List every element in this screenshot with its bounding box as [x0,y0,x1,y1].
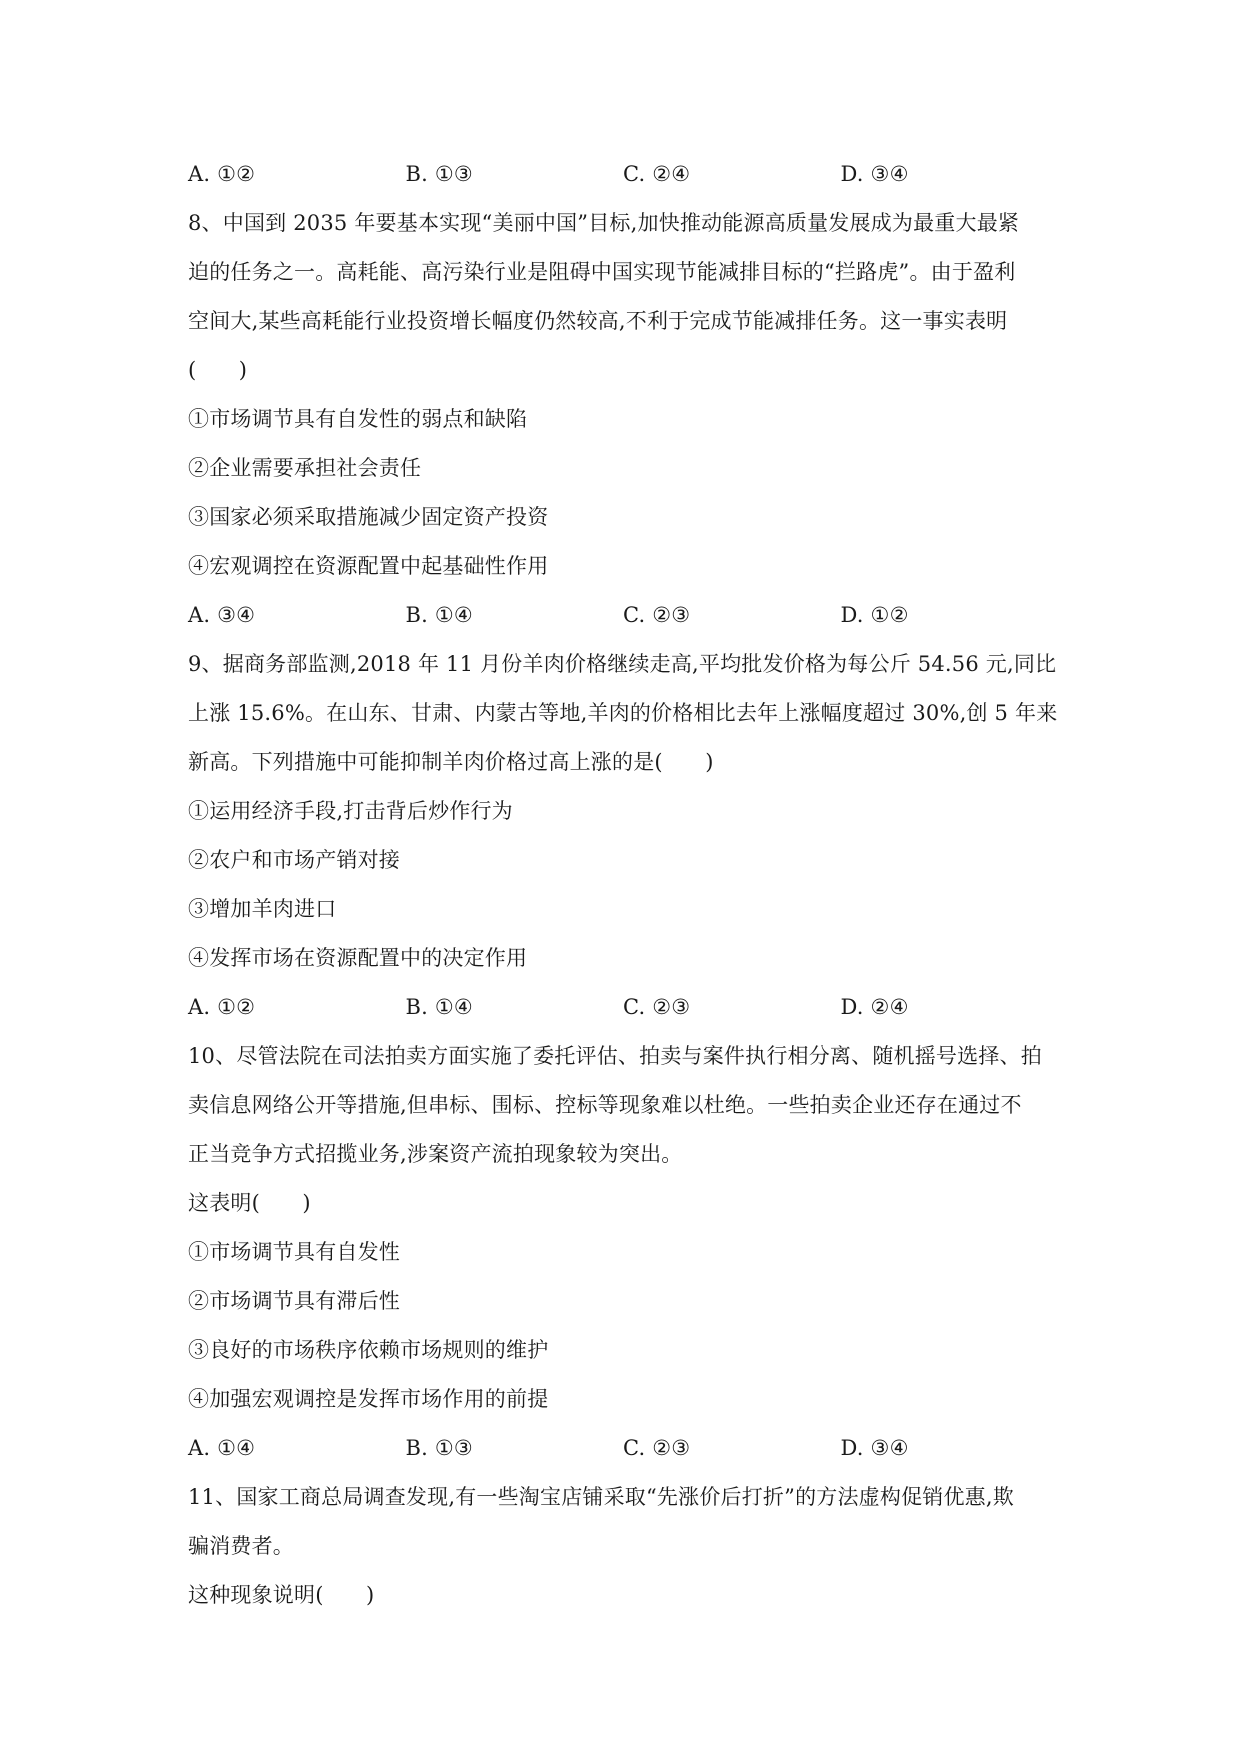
document-page [188,150,1058,1620]
q9-stem-line: 9、据商务部监测,2018 年 11 月份羊肉价格继续走高,平均批发价格为每公斤 54.56 元,同比 [188,652,1057,676]
q10-stem-line: 10、尽管法院在司法拍卖方面实施了委托评估、拍卖与案件执行相分离、随机摇号选择、拍 [188,1044,1042,1068]
q9-option-a: A. ①② [188,995,256,1019]
q8-stem-line: 8、中国到 2035 年要基本实现“美丽中国”目标,加快推动能源高质量发展成为最重大最紧 [188,211,1020,235]
q9-option-d: D. ②④ [840,995,909,1019]
q11-stem-line: 这种现象说明( ) [188,1583,375,1607]
q7-option-b: B. ①③ [405,162,473,186]
q8-item: ④宏观调控在资源配置中起基础性作用 [188,554,549,578]
q8-option-c: C. ②③ [623,603,691,627]
q9-stem-line: 新高。下列措施中可能抑制羊肉价格过高上涨的是( ) [188,750,714,774]
q8-options [188,591,1058,640]
q9-item: ①运用经济手段,打击背后炒作行为 [188,799,513,823]
q8-option-b: B. ①④ [405,603,473,627]
q7-option-c: C. ②④ [623,162,691,186]
question-9 [188,640,1058,1032]
q9-option-c: C. ②③ [623,995,691,1019]
q10-option-b: B. ①③ [405,1436,473,1460]
q10-item: ①市场调节具有自发性 [188,1240,400,1264]
q9-item: ③增加羊肉进口 [188,897,337,921]
q7-option-a: A. ①② [188,162,256,186]
question-10 [188,1032,1058,1473]
q11-stem-line: 骗消费者。 [188,1534,294,1558]
q9-item: ②农户和市场产销对接 [188,848,400,872]
q10-option-a: A. ①④ [188,1436,256,1460]
q9-stem-line: 上涨 15.6%。在山东、甘肃、内蒙古等地,羊肉的价格相比去年上涨幅度超过 30%,创 5 年来 [188,701,1058,725]
q8-option-d: D. ①② [840,603,909,627]
q10-option-c: C. ②③ [623,1436,691,1460]
q9-options [188,983,1058,1032]
q8-item: ①市场调节具有自发性的弱点和缺陷 [188,407,528,431]
q10-item: ④加强宏观调控是发挥市场作用的前提 [188,1387,549,1411]
q7-option-d: D. ③④ [840,162,909,186]
q8-stem-line: 空间大,某些高耗能行业投资增长幅度仍然较高,不利于完成节能减排任务。这一事实表明 [188,309,1008,333]
q7-options [188,150,1058,199]
q11-stem-line: 11、国家工商总局调查发现,有一些淘宝店铺采取“先涨价后打折”的方法虚构促销优惠,欺 [188,1485,1014,1509]
question-11 [188,1473,1058,1620]
q9-item: ④发挥市场在资源配置中的决定作用 [188,946,528,970]
q10-item: ③良好的市场秩序依赖市场规则的维护 [188,1338,549,1362]
q8-item: ②企业需要承担社会责任 [188,456,422,480]
q10-stem-line: 这表明( ) [188,1191,311,1215]
question-8 [188,199,1058,640]
q10-item: ②市场调节具有滞后性 [188,1289,400,1313]
q10-option-d: D. ③④ [840,1436,909,1460]
q10-options [188,1424,1058,1473]
q10-stem-line: 正当竞争方式招揽业务,涉案资产流拍现象较为突出。 [188,1142,683,1166]
q8-stem-line: ( ) [188,358,248,382]
q10-stem-line: 卖信息网络公开等措施,但串标、围标、控标等现象难以杜绝。一些拍卖企业还存在通过不 [188,1093,1022,1117]
q8-option-a: A. ③④ [188,603,256,627]
q9-option-b: B. ①④ [405,995,473,1019]
q8-item: ③国家必须采取措施减少固定资产投资 [188,505,549,529]
q8-stem-line: 迫的任务之一。高耗能、高污染行业是阻碍中国实现节能减排目标的“拦路虎”。由于盈利 [188,260,1016,284]
